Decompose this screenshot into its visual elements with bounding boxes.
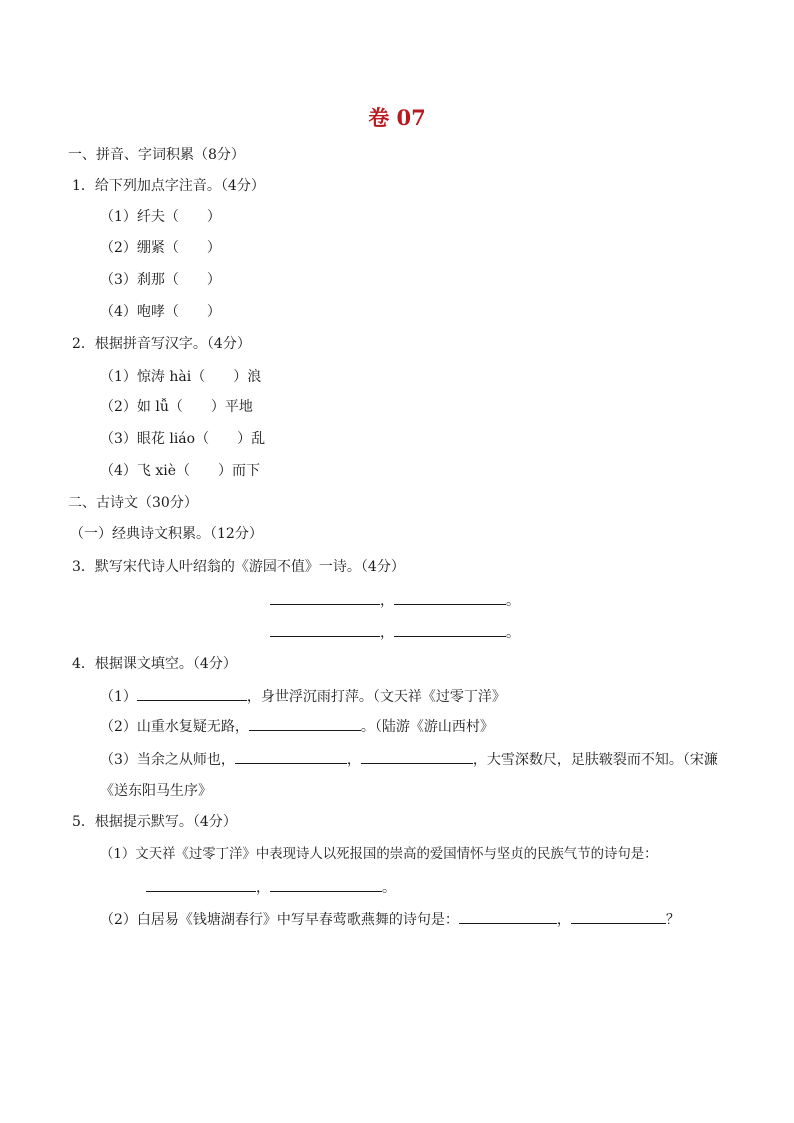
answer-blank[interactable]	[146, 877, 256, 892]
section-2-part-1: （一）经典诗文积累。（12分）	[70, 526, 263, 542]
answer-blank[interactable]	[137, 686, 247, 701]
question-4: 4．根据课文填空。（4分）	[72, 656, 237, 672]
question-4-item-1	[100, 686, 506, 707]
answer-blank[interactable]	[235, 749, 347, 764]
page-title: 卷 07	[368, 105, 426, 130]
answer-blank[interactable]	[270, 877, 382, 892]
answer-blank[interactable]	[394, 622, 506, 637]
question-3-answer-line-1	[270, 590, 520, 611]
answer-blank[interactable]	[459, 909, 557, 924]
question-1-item-2: （2）绷紧（ ）	[100, 240, 221, 256]
question-mark: ？	[665, 912, 680, 928]
comma: ，	[556, 912, 571, 928]
answer-blank[interactable]	[394, 590, 506, 605]
period: 。	[382, 880, 396, 896]
answer-blank[interactable]	[270, 622, 380, 637]
answer-blank[interactable]	[571, 909, 666, 924]
question-5-item-2	[100, 909, 680, 930]
item-text: （2）白居易《钱塘湖春行》中写早春莺歌燕舞的诗句是：	[100, 912, 459, 928]
question-2-item-3: （3）眼花 liáo（ ）乱	[100, 431, 266, 447]
question-2-item-4: （4）飞 xiè（ ）而下	[100, 463, 261, 479]
question-4-item-3-continued: 《送东阳马生序》	[100, 783, 212, 799]
section-1-heading: 一、拼音、字词积累（8分）	[68, 147, 245, 163]
item-text: ，大雪深数尺，足肤皲裂而不知。（宋濂	[472, 752, 718, 768]
period: 。	[506, 593, 520, 609]
question-5-item-1: （1）文天祥《过零丁洋》中表现诗人以死报国的崇高的爱国情怀与坚贞的民族气节的诗句是：	[100, 847, 658, 862]
question-2-item-2: （2）如 lǚ（ ）平地	[100, 399, 253, 415]
comma: ，	[256, 880, 270, 896]
question-2-item-1: （1）惊涛 hài（ ）浪	[100, 369, 262, 385]
answer-blank[interactable]	[249, 716, 361, 731]
question-3: 3．默写宋代诗人叶绍翁的《游园不值》一诗。（4分）	[72, 559, 405, 575]
question-5-item-1-answers	[146, 877, 396, 898]
comma: ，	[346, 752, 361, 768]
question-4-item-2	[100, 716, 494, 737]
section-2-heading: 二、古诗文（30分）	[68, 495, 198, 511]
item-text: （2）山重水复疑无路，	[100, 719, 249, 735]
comma: ，	[380, 625, 394, 641]
comma: ，	[380, 593, 394, 609]
item-text: 。（陆游《游山西村》	[360, 719, 494, 735]
item-number: （1）	[100, 689, 137, 705]
answer-blank[interactable]	[361, 749, 473, 764]
question-3-answer-line-2	[270, 622, 520, 643]
answer-blank[interactable]	[270, 590, 380, 605]
question-1-item-3: （3）刹那（ ）	[100, 272, 221, 288]
question-1-item-4: （4）咆哮（ ）	[100, 304, 221, 320]
period: 。	[506, 625, 520, 641]
question-1-item-1: （1）纤夫（ ）	[100, 209, 221, 225]
question-4-item-3	[100, 749, 718, 770]
question-5: 5．根据提示默写。（4分）	[72, 814, 237, 830]
question-1: 1．给下列加点字注音。（4分）	[72, 178, 265, 194]
item-text: ，身世浮沉雨打萍。（文天祥《过零丁洋》	[246, 689, 506, 705]
question-2: 2．根据拼音写汉字。（4分）	[72, 336, 251, 352]
item-text: （3）当余之从师也，	[100, 752, 235, 768]
